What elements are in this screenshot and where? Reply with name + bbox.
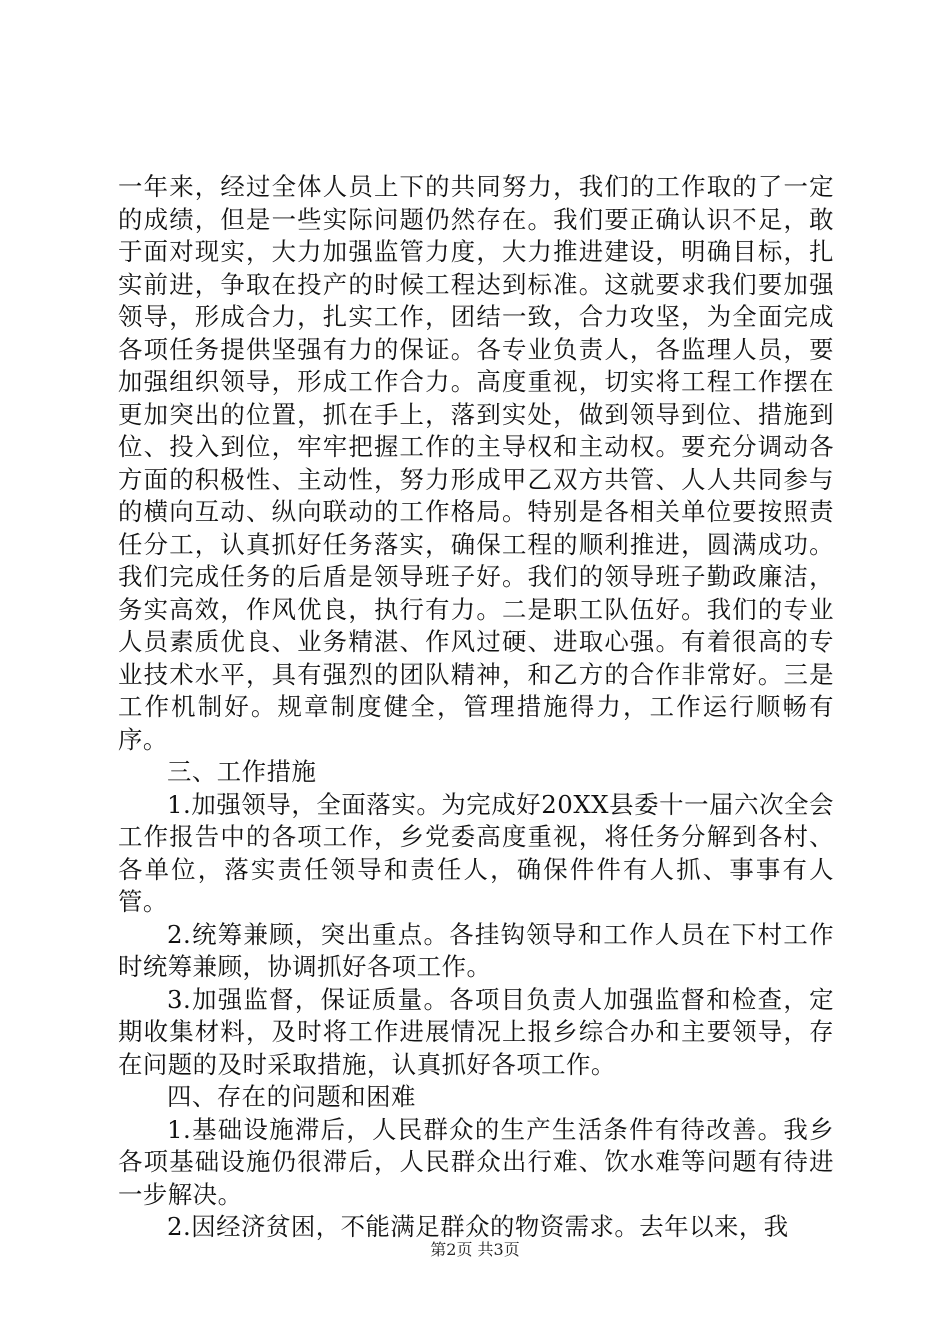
page-number-footer: 第2页 共3页 [430,1240,520,1259]
paragraph-measure-1: 1.加强领导，全面落实。为完成好20XX县委十一届六次全会工作报告中的各项工作，乡党委高度重视，将任务分解到各村、各单位，落实责任领导和责任人，确保件件有人抓、事事有人管。 [118,789,834,916]
heading-problems: 四、存在的问题和困难 [167,1082,416,1111]
paragraph-problem-1: 1.基础设施滞后，人民群众的生产生活条件有待改善。我乡各项基础设施仍很滞后，人民群众出行难、饮水难等问题有待进一步解决。 [118,1114,834,1209]
paragraph-measure-3: 3.加强监督，保证质量。各项目负责人加强监督和检查，定期收集材料，及时将工作进展情况上报乡综合办和主要领导，存在问题的及时采取措施，认真抓好各项工作。 [118,984,834,1079]
paragraph-measure-2: 2.统筹兼顾，突出重点。各挂钩领导和工作人员在下村工作时统筹兼顾，协调抓好各项工作。 [118,919,834,981]
document-body [118,171,834,1244]
heading-work-measures: 三、工作措施 [167,757,317,786]
paragraph-summary: 一年来，经过全体人员上下的共同努力，我们的工作取的了一定的成绩，但是一些实际问题仍然存在。我们要正确认识不足，敢于面对现实，大力加强监管力度，大力推进建设，明确目标，扎实前进，争取在投产的时候工程达到标准。这就要求我们要加强领导，形成合力，扎实工作，团结一致，合力攻坚，为全面完成各项任务提供坚强有力的保证。各专业负责人，各监理人员，要加强组织领导，形成工作合力。高度重视，切实将工程工作摆在更加突出的位置，抓在手上，落到实处，做到领导到位、措施到位、投入到位，牢牢把握工作的主导权和主动权。要充分调动各方面的积极性、主动性，努力形成甲乙双方共管、人人共同参与的横向互动、纵向联动的工作格局。特别是各相关单位要按照责任分工，认真抓好任务落实，确保工程的顺利推进，圆满成功。我们完成任务的后盾是领导班子好。我们的领导班子勤政廉洁，务实高效，作风优良，执行有力。二是职工队伍好。我们的专业人员素质优良、业务精湛、作风过硬、进取心强。有着很高的专业技术水平，具有强烈的团队精神，和乙方的合作非常好。三是工作机制好。规章制度健全，管理措施得力，工作运行顺畅有序。 [118,172,834,754]
paragraph-problem-2: 2.因经济贫困，不能满足群众的物资需求。去年以来，我 [167,1212,789,1241]
